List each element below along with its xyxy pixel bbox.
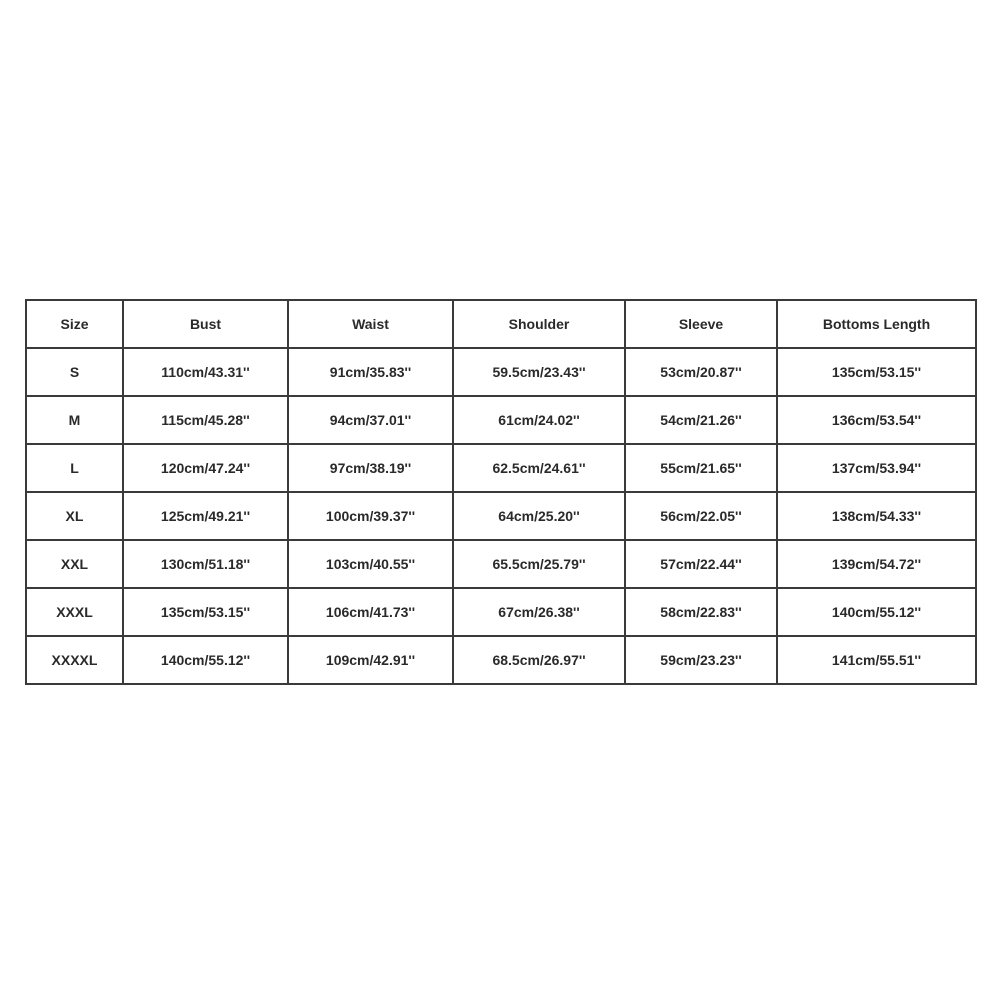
bottoms-length-cell: 141cm/55.51''	[777, 636, 976, 684]
shoulder-cell: 61cm/24.02''	[453, 396, 625, 444]
shoulder-cell: 67cm/26.38''	[453, 588, 625, 636]
table-row	[26, 588, 976, 636]
size-cell: S	[26, 348, 123, 396]
waist-cell: 106cm/41.73''	[288, 588, 453, 636]
sleeve-cell: 55cm/21.65''	[625, 444, 777, 492]
waist-cell: 94cm/37.01''	[288, 396, 453, 444]
waist-cell: 100cm/39.37''	[288, 492, 453, 540]
header-shoulder: Shoulder	[453, 300, 625, 348]
header-size: Size	[26, 300, 123, 348]
bottoms-length-cell: 139cm/54.72''	[777, 540, 976, 588]
bust-cell: 125cm/49.21''	[123, 492, 288, 540]
table-row	[26, 348, 976, 396]
sleeve-cell: 54cm/21.26''	[625, 396, 777, 444]
size-chart-header	[26, 300, 976, 348]
bust-cell: 120cm/47.24''	[123, 444, 288, 492]
waist-cell: 103cm/40.55''	[288, 540, 453, 588]
sleeve-cell: 59cm/23.23''	[625, 636, 777, 684]
bottoms-length-cell: 135cm/53.15''	[777, 348, 976, 396]
size-cell: XL	[26, 492, 123, 540]
waist-cell: 91cm/35.83''	[288, 348, 453, 396]
table-row	[26, 492, 976, 540]
bottoms-length-cell: 137cm/53.94''	[777, 444, 976, 492]
waist-cell: 109cm/42.91''	[288, 636, 453, 684]
bust-cell: 115cm/45.28''	[123, 396, 288, 444]
header-bust: Bust	[123, 300, 288, 348]
table-row	[26, 636, 976, 684]
bust-cell: 140cm/55.12''	[123, 636, 288, 684]
size-chart-table	[25, 299, 977, 685]
bottoms-length-cell: 136cm/53.54''	[777, 396, 976, 444]
size-chart-body	[26, 348, 976, 684]
header-bottoms-length: Bottoms Length	[777, 300, 976, 348]
shoulder-cell: 62.5cm/24.61''	[453, 444, 625, 492]
sleeve-cell: 57cm/22.44''	[625, 540, 777, 588]
size-cell: XXL	[26, 540, 123, 588]
sleeve-cell: 58cm/22.83''	[625, 588, 777, 636]
header-waist: Waist	[288, 300, 453, 348]
bust-cell: 135cm/53.15''	[123, 588, 288, 636]
shoulder-cell: 59.5cm/23.43''	[453, 348, 625, 396]
header-row	[26, 300, 976, 348]
size-cell: XXXXL	[26, 636, 123, 684]
bust-cell: 110cm/43.31''	[123, 348, 288, 396]
size-cell: XXXL	[26, 588, 123, 636]
size-cell: M	[26, 396, 123, 444]
shoulder-cell: 65.5cm/25.79''	[453, 540, 625, 588]
sleeve-cell: 56cm/22.05''	[625, 492, 777, 540]
bottoms-length-cell: 138cm/54.33''	[777, 492, 976, 540]
shoulder-cell: 64cm/25.20''	[453, 492, 625, 540]
bottoms-length-cell: 140cm/55.12''	[777, 588, 976, 636]
table-row	[26, 444, 976, 492]
header-sleeve: Sleeve	[625, 300, 777, 348]
shoulder-cell: 68.5cm/26.97''	[453, 636, 625, 684]
sleeve-cell: 53cm/20.87''	[625, 348, 777, 396]
table-row	[26, 540, 976, 588]
table-row	[26, 396, 976, 444]
bust-cell: 130cm/51.18''	[123, 540, 288, 588]
size-cell: L	[26, 444, 123, 492]
waist-cell: 97cm/38.19''	[288, 444, 453, 492]
